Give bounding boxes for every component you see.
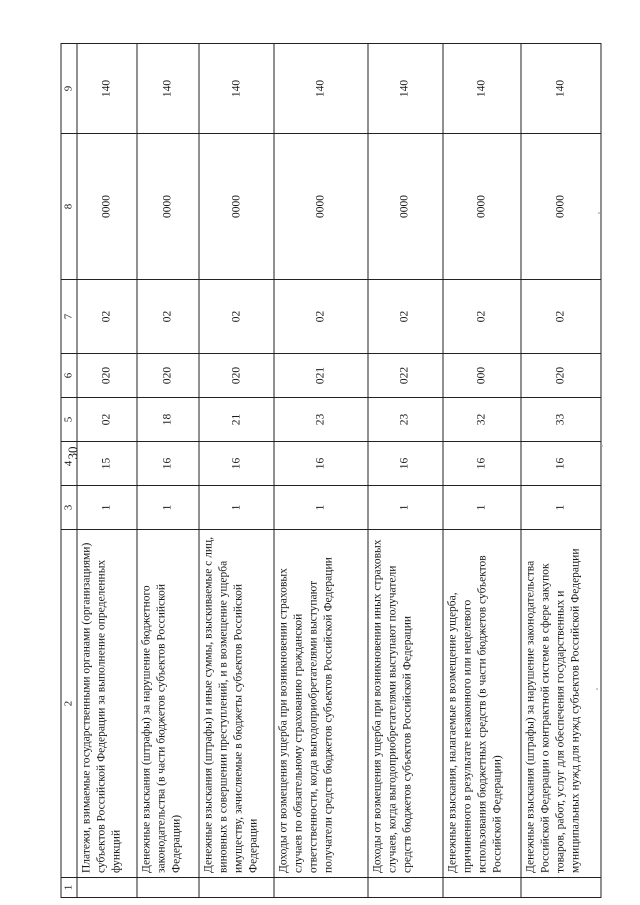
row-number-cell xyxy=(368,878,444,898)
code-cell: 02 xyxy=(368,280,444,354)
code-cell: 000 xyxy=(443,354,521,398)
code-cell: 020 xyxy=(137,354,199,398)
header-cell: 1 xyxy=(61,878,77,898)
row-description: Доходы от возмещения ущерба при возникновении иных страховых случаев, когда выгодоприобретателями выступают получатели средств бюджетов субъектов Российской Федерации xyxy=(368,530,444,878)
code-cell: 0000 xyxy=(137,134,199,280)
row-description: Денежные взыскания (штрафы) за нарушение бюджетного законодательства (в части бюджетов субъектов Российской Федерации) xyxy=(137,530,199,878)
header-row xyxy=(61,44,77,898)
code-cell: 140 xyxy=(199,44,275,134)
row-number-cell xyxy=(137,878,199,898)
row-description: Денежные взыскания, налагаемые в возмещение ущерба, причиненного в результате незаконного или нецелевого использования бюджетных средств (в части бюджетов субъектов Российской Федерации) xyxy=(443,530,521,878)
page-number: 30 xyxy=(65,446,80,460)
code-cell: 02 xyxy=(77,280,137,354)
code-cell: 32 xyxy=(443,398,521,442)
code-cell: 0000 xyxy=(368,134,444,280)
rotated-table-container xyxy=(61,44,602,898)
row-number-cell xyxy=(274,878,367,898)
scan-speck xyxy=(601,445,603,447)
row-description: Денежные взыскания (штрафы) и иные суммы, взыскиваемые с лиц, виновных в совершении преступлений, и в возмещение ущерба имуществу, зачисляемые в бюджеты субъектов Российской Федерации xyxy=(199,530,275,878)
header-cell: 6 xyxy=(61,354,77,398)
code-cell: 16 xyxy=(368,442,444,486)
header-cell: 8 xyxy=(61,134,77,280)
code-cell: 021 xyxy=(274,354,367,398)
code-cell: 0000 xyxy=(274,134,367,280)
header-cell: 9 xyxy=(61,44,77,134)
code-cell: 0000 xyxy=(443,134,521,280)
row-number-cell xyxy=(443,878,521,898)
code-cell: 140 xyxy=(77,44,137,134)
code-cell: 18 xyxy=(137,398,199,442)
code-cell: 1 xyxy=(521,486,601,530)
code-cell: 020 xyxy=(199,354,275,398)
table-row xyxy=(274,44,367,898)
table-row xyxy=(199,44,275,898)
header-cell: 2 xyxy=(61,530,77,878)
code-cell: 16 xyxy=(137,442,199,486)
code-cell: 140 xyxy=(368,44,444,134)
code-cell: 1 xyxy=(274,486,367,530)
code-cell: 020 xyxy=(521,354,601,398)
header-cell: 3 xyxy=(61,486,77,530)
code-cell: 02 xyxy=(199,280,275,354)
table-row xyxy=(368,44,444,898)
code-cell: 16 xyxy=(199,442,275,486)
budget-classification-table xyxy=(61,43,602,898)
code-cell: 0000 xyxy=(199,134,275,280)
code-cell: 21 xyxy=(199,398,275,442)
code-cell: 140 xyxy=(443,44,521,134)
scan-speck xyxy=(596,688,598,690)
code-cell: 16 xyxy=(274,442,367,486)
row-description: Платежи, взимаемые государственными органами (организациями) субъектов Российской Федерации за выполнение определенных функций xyxy=(77,530,137,878)
header-cell: 4 xyxy=(61,442,77,486)
code-cell: 23 xyxy=(368,398,444,442)
code-cell: 02 xyxy=(521,280,601,354)
code-cell: 02 xyxy=(443,280,521,354)
code-cell: 1 xyxy=(199,486,275,530)
scan-speck xyxy=(598,212,600,214)
table-row xyxy=(521,44,601,898)
code-cell: 1 xyxy=(137,486,199,530)
header-cell: 7 xyxy=(61,280,77,354)
code-cell: 33 xyxy=(521,398,601,442)
row-description: Доходы от возмещения ущерба при возникновении страховых случаев по обязательному страхованию гражданской ответственности, когда выгодоприобретателями выступают получатели средств бюджетов субъектов Российской Федерации xyxy=(274,530,367,878)
code-cell: 1 xyxy=(77,486,137,530)
header-cell: 5 xyxy=(61,398,77,442)
code-cell: 02 xyxy=(77,398,137,442)
code-cell: 23 xyxy=(274,398,367,442)
table-row xyxy=(137,44,199,898)
code-cell: 16 xyxy=(521,442,601,486)
code-cell: 1 xyxy=(443,486,521,530)
code-cell: 16 xyxy=(443,442,521,486)
code-cell: 15 xyxy=(77,442,137,486)
code-cell: 140 xyxy=(521,44,601,134)
code-cell: 02 xyxy=(274,280,367,354)
code-cell: 1 xyxy=(368,486,444,530)
code-cell: 020 xyxy=(77,354,137,398)
code-cell: 02 xyxy=(137,280,199,354)
code-cell: 140 xyxy=(137,44,199,134)
row-number-cell xyxy=(199,878,275,898)
code-cell: 022 xyxy=(368,354,444,398)
table-row xyxy=(443,44,521,898)
code-cell: 0000 xyxy=(521,134,601,280)
code-cell: 0000 xyxy=(77,134,137,280)
row-description: Денежные взыскания (штрафы) за нарушение законодательства Российской Федерации о контрактной системе в сфере закупок товаров, работ, услуг для обеспечения государственных и муниципальных нужд для нужд субъектов Российской Федерации xyxy=(521,530,601,878)
table-row xyxy=(77,44,137,898)
code-cell: 140 xyxy=(274,44,367,134)
row-number-cell xyxy=(521,878,601,898)
row-number-cell xyxy=(77,878,137,898)
